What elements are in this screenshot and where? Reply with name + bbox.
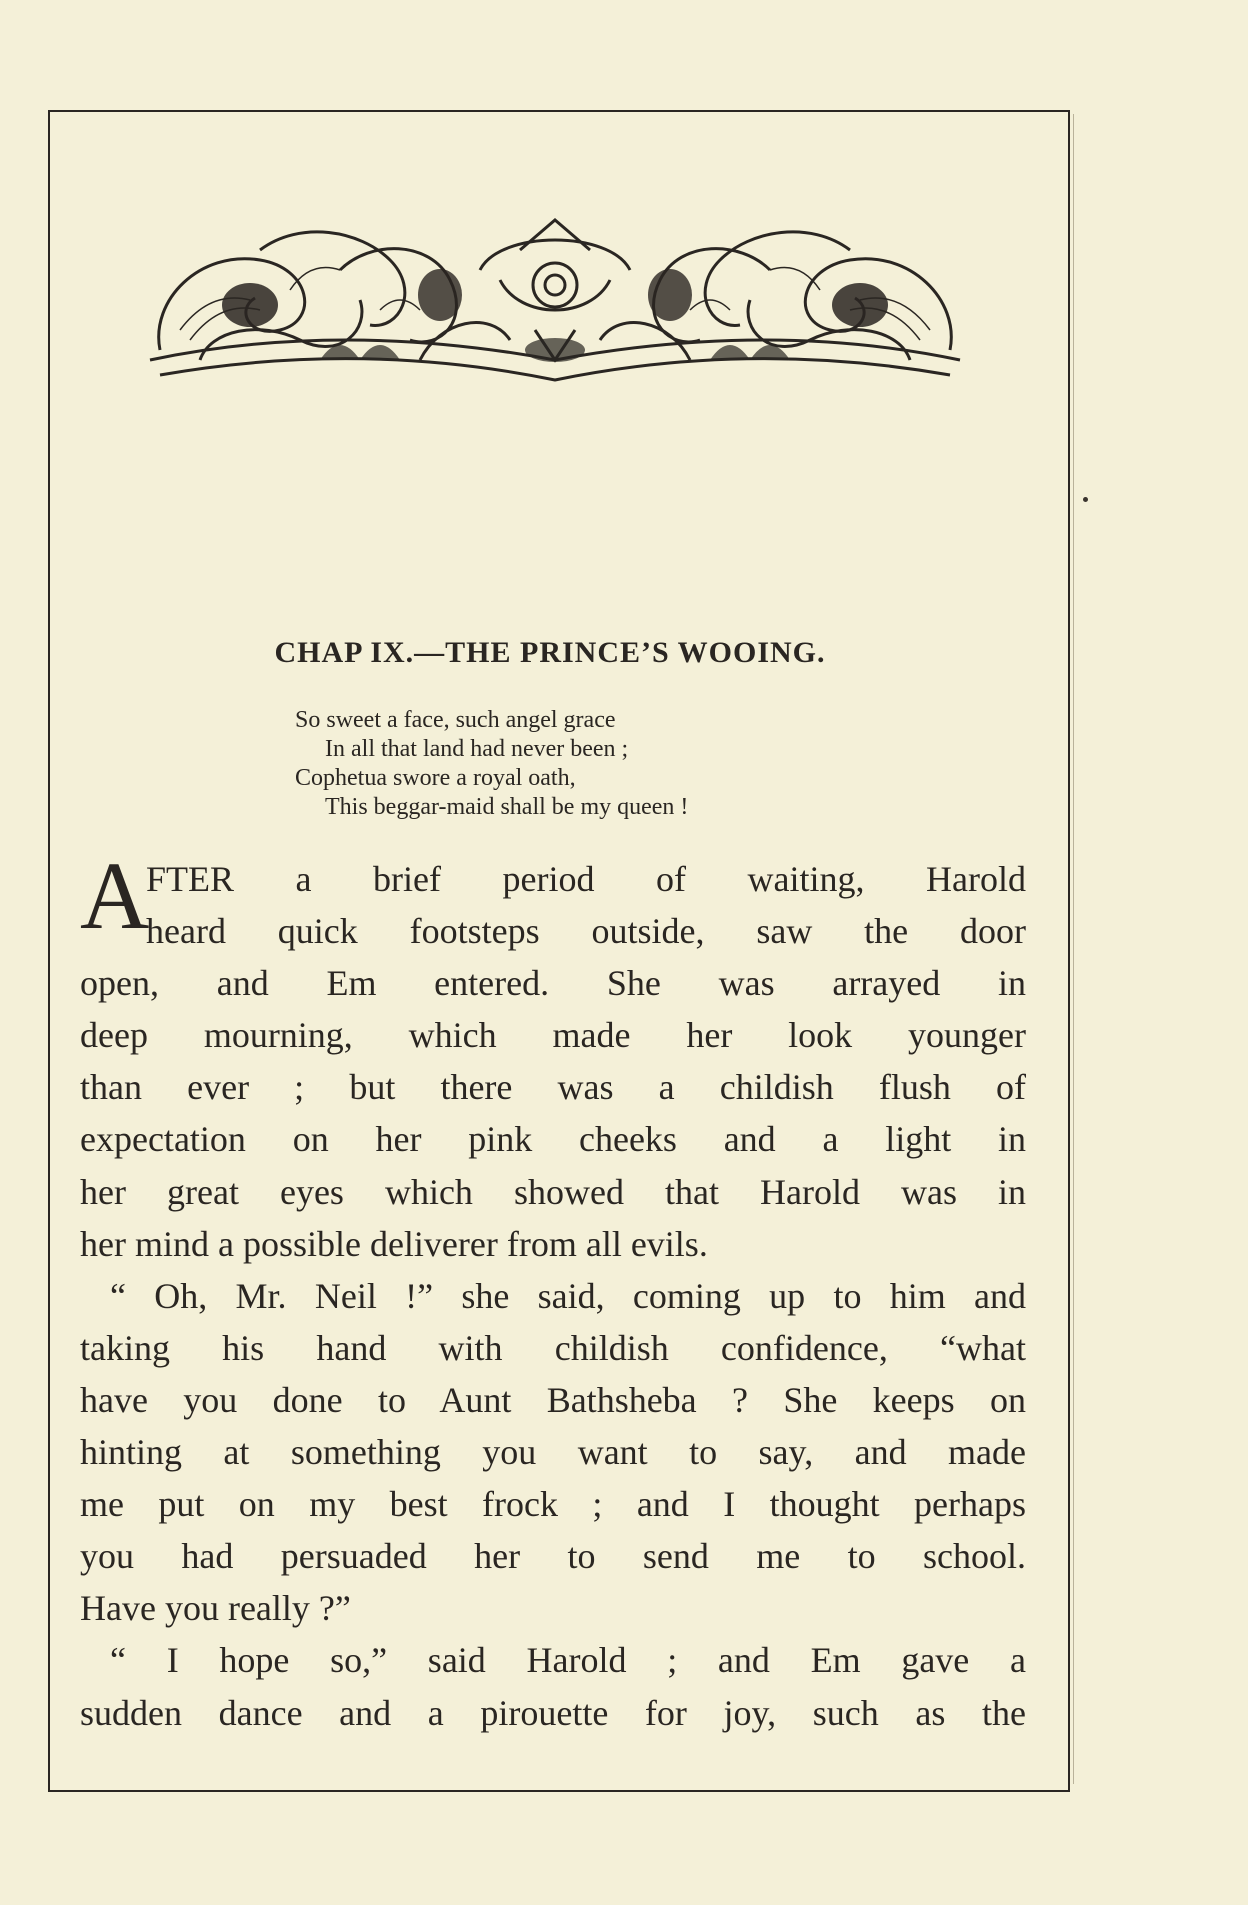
- text-line: her mind a possible deliverer from all evils.: [80, 1223, 708, 1264]
- epigraph-verse: [295, 706, 688, 822]
- headpiece-ornament-icon: [140, 210, 970, 400]
- text-line: taking his hand with childish confidence, “what: [80, 1327, 1026, 1368]
- verse-line: Cophetua swore a royal oath,: [295, 765, 576, 791]
- text-line: have you done to Aunt Bathsheba ? She keeps on: [80, 1379, 1026, 1420]
- body-text: [80, 842, 1026, 1739]
- verse-line: So sweet a face, such angel grace: [295, 707, 616, 733]
- paragraph-2: [80, 1270, 1026, 1635]
- text-line: me put on my best frock ; and I thought perhaps: [80, 1484, 1026, 1525]
- margin-mark: [1083, 497, 1088, 502]
- chapter-title: CHAP IX.—THE PRINCE’S WOOING.: [274, 636, 826, 669]
- text-line: expectation on her pink cheeks and a light in: [80, 1119, 1026, 1160]
- paragraph-3: [80, 1634, 1026, 1738]
- text-line: “ Oh, Mr. Neil !” she said, coming up to him and: [110, 1275, 1026, 1316]
- text-line: “ I hope so,” said Harold ; and Em gave a: [110, 1640, 1026, 1681]
- paragraph-1: [80, 842, 1026, 1270]
- text-line: hinting at something you want to say, and made: [80, 1432, 1026, 1473]
- verse-line: This beggar-maid shall be my queen !: [325, 794, 689, 820]
- text-line: heard quick footsteps outside, saw the door: [146, 911, 1026, 952]
- text-line: FTER a brief period of waiting, Harold: [146, 859, 1026, 899]
- text-line: her great eyes which showed that Harold was in: [80, 1171, 1026, 1212]
- verse-line: In all that land had never been ;: [325, 736, 629, 762]
- text-line: than ever ; but there was a childish flush of: [80, 1067, 1026, 1108]
- text-line: deep mourning, which made her look younger: [80, 1015, 1026, 1056]
- text-line: open, and Em entered. She was arrayed in: [80, 963, 1026, 1004]
- text-line: sudden dance and a pirouette for joy, such as the: [80, 1692, 1026, 1733]
- text-line: Have you really ?”: [80, 1588, 351, 1629]
- drop-cap: A: [80, 842, 150, 949]
- text-line: you had persuaded her to send me to school.: [80, 1536, 1026, 1577]
